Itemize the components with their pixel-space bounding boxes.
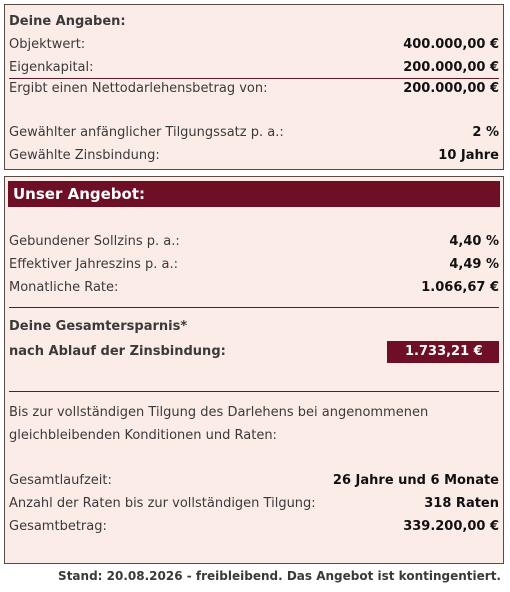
laufzeit-label: Gesamtlaufzeit:: [9, 473, 112, 488]
effzins-label: Effektiver Jahreszins p. a.:: [9, 257, 179, 272]
raten-value: 318 Raten: [424, 496, 499, 511]
sollzins-value: 4,40 %: [449, 234, 499, 249]
laufzeit-row: [9, 471, 499, 491]
sollzins-label: Gebundener Sollzins p. a.:: [9, 234, 180, 249]
tilgung-text-line2: gleichbleibenden Konditionen und Raten:: [9, 428, 277, 443]
objektwert-value: 400.000,00 €: [403, 37, 499, 52]
raten-label: Anzahl der Raten bis zur vollständigen Tilgung:: [9, 496, 316, 511]
objektwert-label: Objektwert:: [9, 37, 86, 52]
netto-value: 200.000,00 €: [403, 81, 499, 96]
angebot-panel: [4, 176, 504, 564]
effzins-row: [9, 255, 499, 275]
eigenkapital-value: 200.000,00 €: [403, 60, 499, 75]
tilgung-label: Gewählter anfänglicher Tilgungssatz p. a.:: [9, 125, 284, 140]
effzins-value: 4,49 %: [449, 257, 499, 272]
divider-tilgung: [9, 391, 499, 392]
zinsbindung-value: 10 Jahre: [438, 148, 499, 163]
rate-label: Monatliche Rate:: [9, 280, 119, 295]
raten-row: [9, 494, 499, 514]
ersparnis-row: [9, 340, 499, 363]
divider-ersparnis: [9, 307, 499, 308]
tilgung-row: [9, 123, 499, 143]
zinsbindung-row: [9, 146, 499, 166]
angaben-title: Deine Angaben:: [9, 14, 126, 29]
netto-row: [9, 79, 499, 99]
gesamtbetrag-value: 339.200,00 €: [403, 519, 499, 534]
tilgung-text: [9, 401, 499, 447]
footer-note: Stand: 20.08.2026 - freibleibend. Das Angebot ist kontingentiert.: [58, 569, 501, 583]
angebot-title: Unser Angebot:: [8, 181, 500, 207]
rate-row: [9, 278, 499, 298]
gesamtbetrag-row: [9, 517, 499, 537]
gesamtbetrag-label: Gesamtbetrag:: [9, 519, 107, 534]
ersparnis-label: nach Ablauf der Zinsbindung:: [9, 343, 226, 359]
sollzins-row: [9, 232, 499, 252]
ersparnis-badge: 1.733,21 €: [387, 341, 499, 363]
tilgung-text-line1: Bis zur vollständigen Tilgung des Darlehens bei angenommenen: [9, 405, 429, 420]
ersparnis-title: Deine Gesamtersparnis*: [9, 319, 188, 334]
tilgung-value: 2 %: [472, 125, 499, 140]
laufzeit-value: 26 Jahre und 6 Monate: [332, 473, 499, 488]
zinsbindung-label: Gewählte Zinsbindung:: [9, 148, 160, 163]
eigenkapital-row: [9, 58, 499, 78]
eigenkapital-label: Eigenkapital:: [9, 60, 94, 75]
netto-label: Ergibt einen Nettodarlehensbetrag von:: [9, 81, 268, 96]
angaben-panel: [4, 4, 504, 170]
objektwert-row: [9, 35, 499, 55]
rate-value: 1.066,67 €: [421, 280, 499, 295]
